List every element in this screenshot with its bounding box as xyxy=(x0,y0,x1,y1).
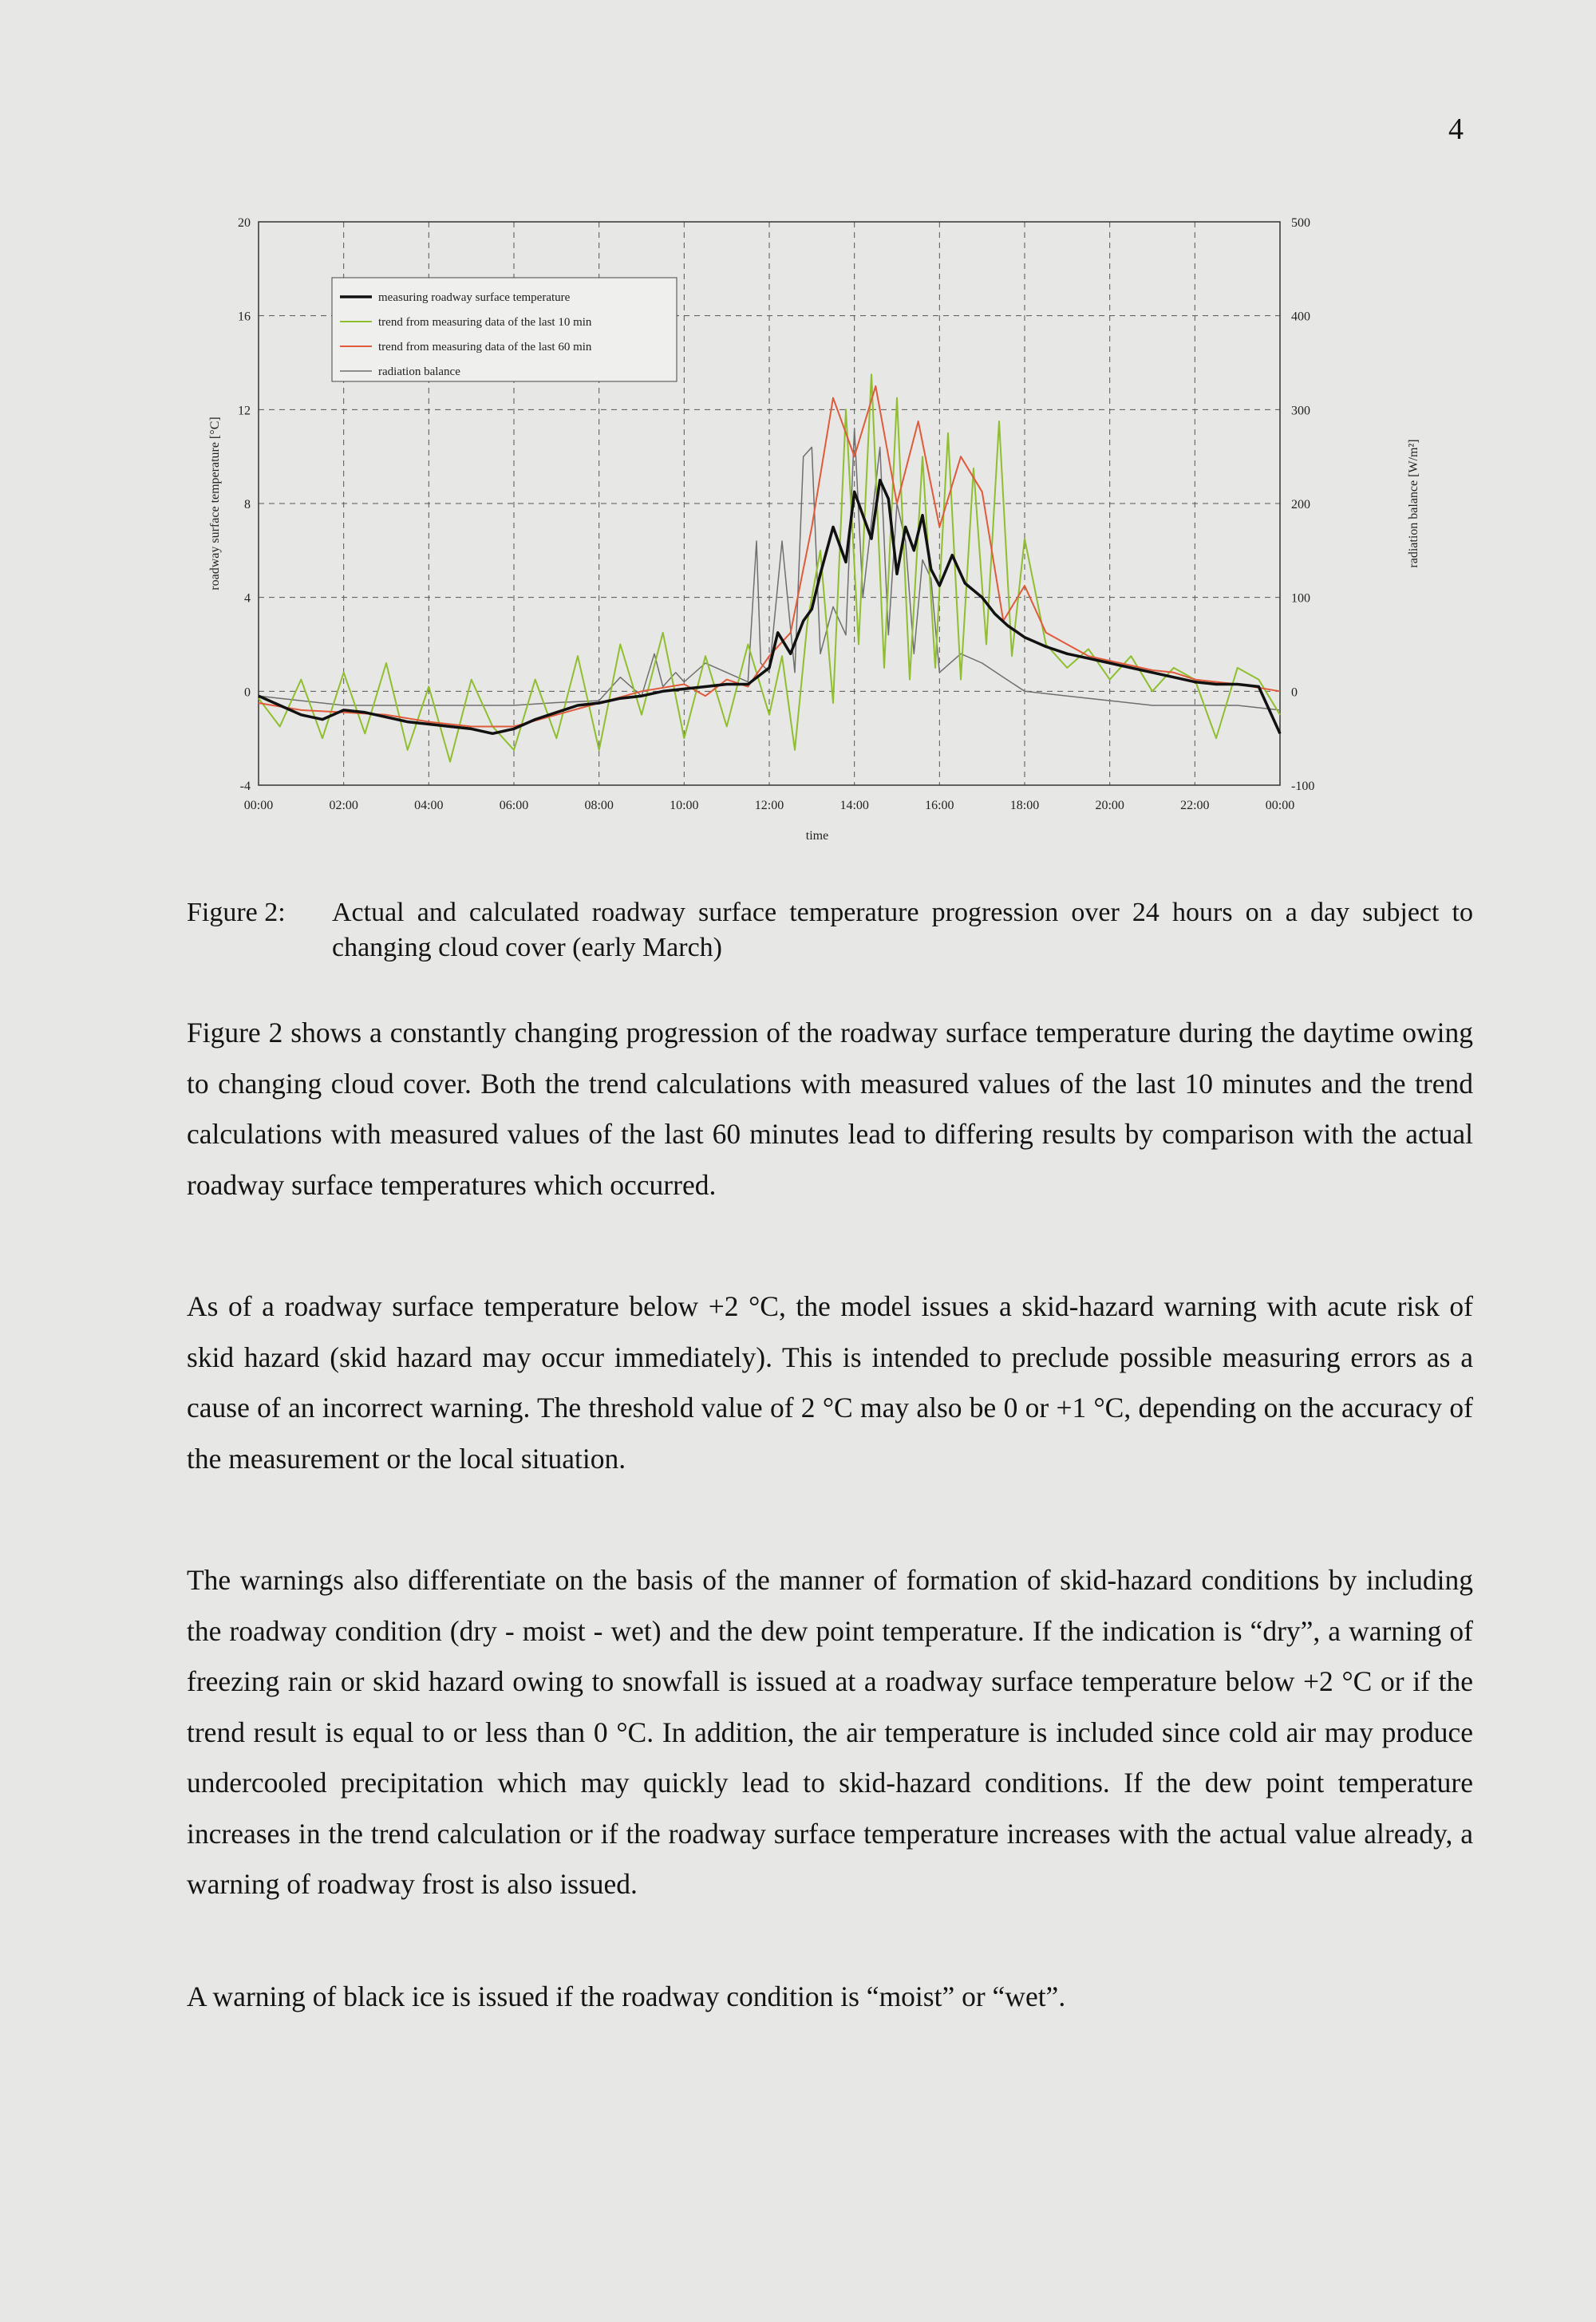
y2-tick-label: 0 xyxy=(1291,685,1298,700)
y2-tick-label: 300 xyxy=(1291,404,1310,418)
body-paragraph: Figure 2 shows a constantly changing progression of the roadway surface temperature during the daytime owing to changing cloud cover. Both the trend calculations with measured values of the last 10 minutes and the trend calculations with measured values of the last 60 minutes lead to differing results by comparison with the actual roadway surface temperatures which occurred. xyxy=(187,1017,1473,1201)
legend-label-trend-10: trend from measuring data of the last 10 min xyxy=(378,316,592,329)
y-tick-label: 4 xyxy=(244,591,251,606)
x-tick-label: 08:00 xyxy=(584,799,614,812)
page-number: 4 xyxy=(1448,113,1464,146)
x-tick-label: 06:00 xyxy=(499,799,529,812)
x-tick-label: 18:00 xyxy=(1009,799,1040,812)
y2-tick-label: -100 xyxy=(1291,780,1315,793)
y-tick-label: 12 xyxy=(238,404,251,418)
y2-tick-label: 200 xyxy=(1291,498,1310,511)
x-tick-label: 00:00 xyxy=(243,799,274,812)
y-tick-label: 20 xyxy=(238,216,251,230)
x-tick-label: 20:00 xyxy=(1095,799,1124,812)
x-axis-label: time xyxy=(805,829,829,843)
body-paragraph: A warning of black ice is issued if the roadway condition is “moist” or “wet”. xyxy=(187,1980,1066,2012)
body-paragraph: As of a roadway surface temperature below +2 °C, the model issues a skid-hazard warning with acute risk of skid hazard (skid hazard may occur immediately). This is intended to preclude possible measuring errors as a cause of an incorrect warning. The threshold value of 2 °C may also be 0 or +1 °C, depending on the accuracy of the measurement or the local situation. xyxy=(187,1290,1473,1475)
y2-tick-label: 100 xyxy=(1291,591,1310,606)
x-tick-label: 04:00 xyxy=(414,799,444,812)
figure-caption-text: Actual and calculated roadway surface temperature progression over 24 hours on a day subject to changing cloud cover (early March) xyxy=(332,898,1473,962)
legend-label-measured: measuring roadway surface temperature xyxy=(378,291,571,304)
legend-label-trend-60: trend from measuring data of the last 60 min xyxy=(378,341,592,353)
x-tick-label: 00:00 xyxy=(1265,799,1295,812)
y2-axis-label: radiation balance [W/m²] xyxy=(1407,439,1420,568)
y2-tick-label: 500 xyxy=(1291,216,1310,230)
body-paragraph: The warnings also differentiate on the basis of the manner of formation of skid-hazard conditions by including the roadway condition (dry - moist - wet) and the dew point temperature. If the indication is “dry”, a warning of freezing rain or skid hazard owing to snowfall is issued at a roadway surface temperature below +2 °C or if the trend result is equal to or less than 0 °C. In addition, the air temperature is included since cold air may produce undercooled precipitation which may quickly lead to skid-hazard conditions. If the dew point temperature increases in the trend calculation or if the roadway surface temperature increases with the actual value already, a warning of roadway frost is also issued. xyxy=(187,1564,1473,1900)
y-tick-label: 8 xyxy=(244,498,251,511)
figure-caption xyxy=(187,895,1473,966)
figure-label: Figure 2: xyxy=(187,898,286,927)
x-tick-label: 02:00 xyxy=(329,799,358,812)
chart-legend xyxy=(332,278,677,381)
x-tick-label: 14:00 xyxy=(839,799,869,812)
x-tick-label: 16:00 xyxy=(925,799,954,812)
legend-label-radiation: radiation balance xyxy=(378,365,460,378)
figure-2-chart xyxy=(184,192,1436,862)
y-axis-label: roadway surface temperature [°C] xyxy=(208,417,222,590)
y-tick-label: 16 xyxy=(238,310,251,324)
y2-tick-label: 400 xyxy=(1291,310,1310,324)
x-tick-label: 22:00 xyxy=(1180,799,1210,812)
x-tick-label: 10:00 xyxy=(670,799,699,812)
y-tick-label: -4 xyxy=(239,780,251,793)
y-tick-label: 0 xyxy=(244,685,251,700)
x-tick-label: 12:00 xyxy=(754,799,784,812)
